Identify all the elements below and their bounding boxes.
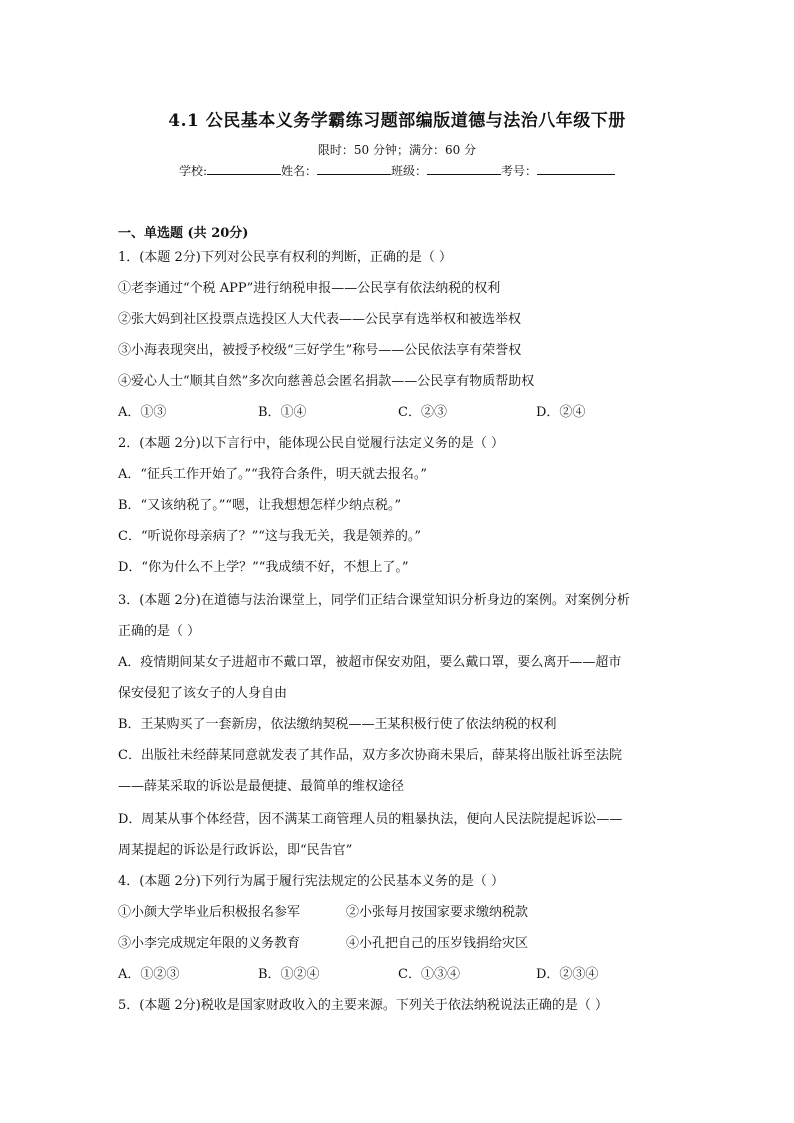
q3-stem-line-1: 3．(本题 2分)在道德与法治课堂上，同学们正结合课堂知识分析身边的案例。对案例分析	[118, 593, 630, 608]
q1-item-1: ①老李通过“个税 APP”进行纳税申报——公民享有依法纳税的权利	[118, 281, 501, 296]
section-title: 一、单选题 (共 20分)	[118, 226, 249, 241]
q4-stem: 4．(本题 2分)下列行为属于履行宪法规定的公民基本义务的是（ ）	[118, 874, 504, 889]
q4-option-d[interactable]: D．②③④	[536, 967, 599, 982]
number-label: 考号：	[501, 164, 538, 178]
q2-option-c[interactable]: C．“听说你母亲病了？”“这与我无关，我是领养的。”	[118, 529, 422, 544]
q1-options	[118, 404, 585, 422]
time-limit: 限时：50 分钟；满分：60 分	[317, 143, 477, 157]
q1-stem: 1．(本题 2分)下列对公民享有权利的判断，正确的是（ ）	[118, 250, 452, 265]
q4-option-c[interactable]: C．①③④	[398, 967, 460, 982]
q1-item-3: ③小海表现突出，被授予校级“三好学生”称号——公民依法享有荣誉权	[118, 343, 522, 358]
school-blank[interactable]	[207, 160, 281, 175]
number-blank[interactable]	[537, 160, 615, 175]
student-info-row	[0, 160, 794, 179]
q5-stem: 5．(本题 2分)税收是国家财政收入的主要来源。下列关于依法纳税说法正确的是（ ）	[118, 998, 608, 1013]
q2-option-a[interactable]: A．“征兵工作开始了。”“我符合条件，明天就去报名。”	[118, 467, 427, 482]
q3-option-d-cont: 周某提起的诉讼是行政诉讼，即“民告官”	[118, 843, 353, 858]
name-blank[interactable]	[317, 160, 391, 175]
q1-option-b[interactable]: B．①④	[258, 405, 307, 420]
q2-stem: 2．(本题 2分)以下言行中，能体现公民自觉履行法定义务的是（ ）	[118, 436, 504, 451]
q1-item-4: ④爱心人士“顺其自然”多次向慈善总会匿名捐款——公民享有物质帮助权	[118, 374, 535, 389]
q4-item-3: ③小李完成规定年限的义务教育	[118, 936, 301, 951]
q1-option-a[interactable]: A．①③	[118, 405, 167, 420]
q1-item-2: ②张大妈到社区投票点选投区人大代表——公民享有选举权和被选举权	[118, 312, 522, 327]
q1-option-d[interactable]: D．②④	[536, 405, 586, 420]
name-label: 姓名：	[281, 164, 318, 178]
q4-options	[118, 966, 598, 984]
q3-option-d[interactable]: D．周某从事个体经营，因不满某工商管理人员的粗暴执法，便向人民法院提起诉讼——	[118, 812, 623, 827]
q4-item-4: ④小孔把自己的压岁钱捐给灾区	[346, 936, 529, 951]
q4-item-2: ②小张每月按国家要求缴纳税款	[346, 905, 529, 920]
q3-stem-line-2: 正确的是（ ）	[118, 624, 201, 639]
page-title: 4.1 公民基本义务学霸练习题部编版道德与法治八年级下册	[168, 111, 626, 131]
q4-option-b[interactable]: B．①②④	[258, 967, 320, 982]
q4-option-a[interactable]: A．①②③	[118, 967, 180, 982]
school-label: 学校:	[178, 164, 207, 178]
q4-items-row-1	[118, 904, 528, 922]
q3-option-a-cont: 保安侵犯了该女子的人身自由	[118, 686, 288, 701]
q3-option-b[interactable]: B．王某购买了一套新房，依法缴纳契税——王某积极行使了依法纳税的权利	[118, 717, 557, 732]
q4-item-1: ①小颜大学毕业后积极报名参军	[118, 905, 301, 920]
q4-items-row-2	[118, 935, 528, 953]
q3-option-c-cont: ——薛某采取的诉讼是最便捷、最简单的维权途径	[118, 779, 405, 794]
class-label: 班级：	[391, 164, 428, 178]
q2-option-d[interactable]: D．“你为什么不上学？”“我成绩不好，不想上了。”	[118, 560, 409, 575]
class-blank[interactable]	[427, 160, 501, 175]
q3-option-c[interactable]: C．出版社未经薛某同意就发表了其作品，双方多次协商未果后，薛某将出版社诉至法院	[118, 748, 622, 763]
q2-option-b[interactable]: B．“又该纳税了。”“嗯，让我想想怎样少纳点税。”	[118, 498, 402, 513]
q3-option-a[interactable]: A．疫情期间某女子进超市不戴口罩，被超市保安劝阻，要么戴口罩，要么离开——超市	[118, 655, 622, 670]
q1-option-c[interactable]: C．②③	[398, 405, 447, 420]
